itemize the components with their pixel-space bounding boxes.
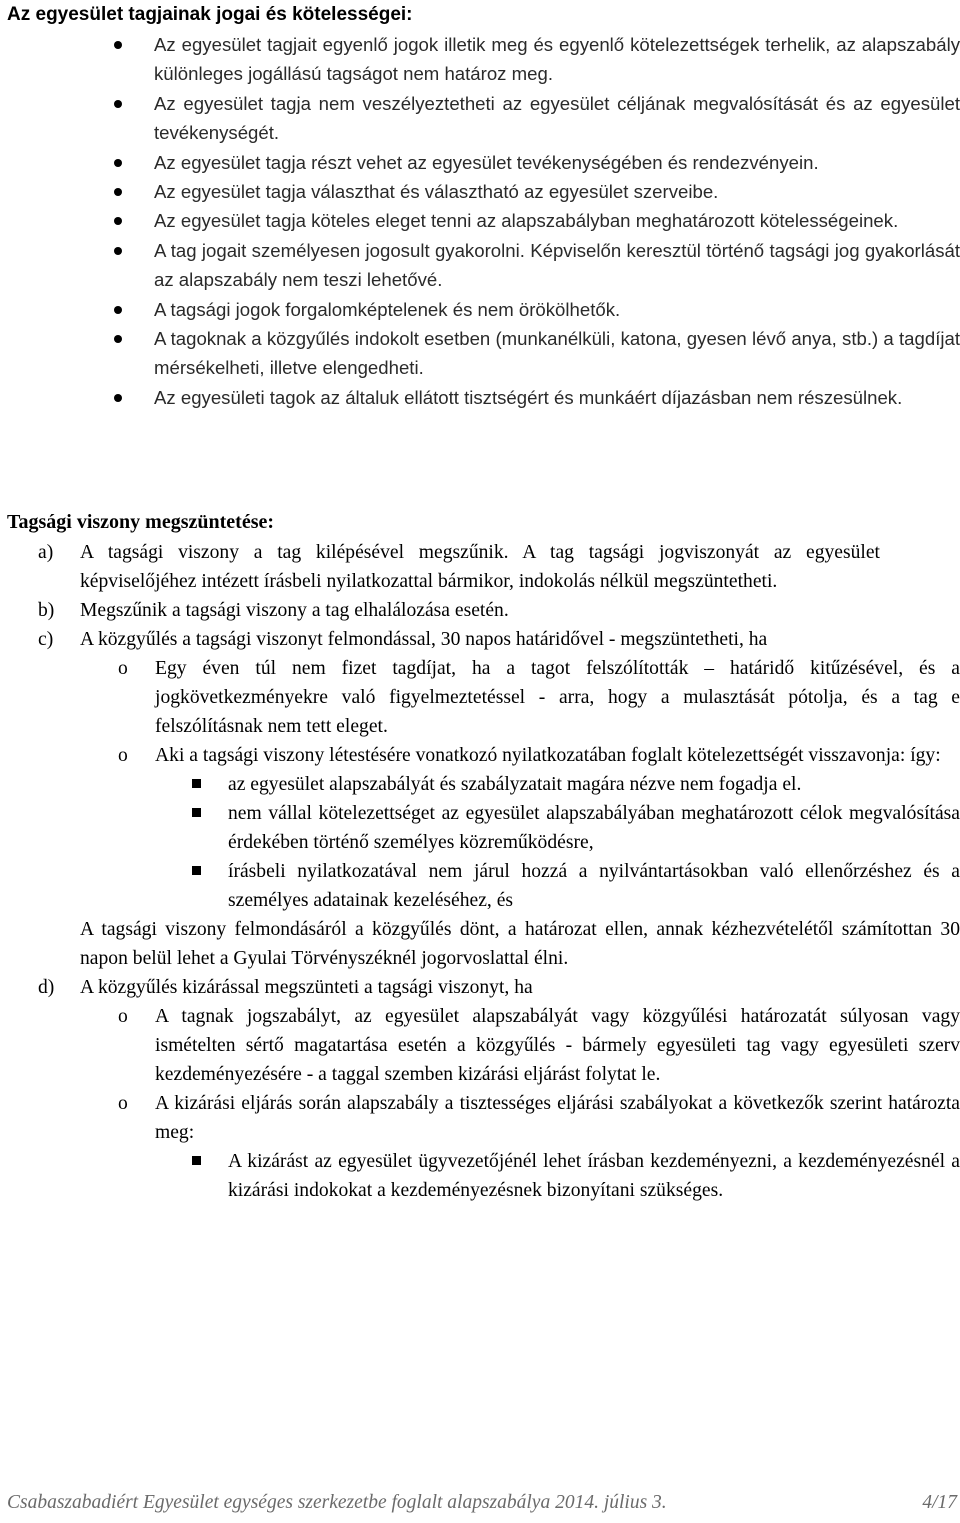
- list-item: A tagoknak a közgyűlés indokolt esetben (munkanélküli, katona, gyesen lévő anya, stb.) a tagdíjat mérsékelheti, illetve elengedheti.: [0, 324, 960, 383]
- clause-label: c): [38, 629, 54, 650]
- section-heading-rights: Az egyesület tagjainak jogai és kötelességei:: [7, 4, 413, 25]
- footer-text: Csabaszabadiért Egyesület egységes szerkezetbe foglalt alapszabálya 2014. július 3.: [7, 1492, 667, 1513]
- list-item: A tag jogait személyesen jogosult gyakorolni. Képviselőn keresztül történő tagsági jog gyakorlását az alapszabály nem teszi lehetővé.: [0, 236, 960, 295]
- circle-marker-icon: o: [118, 1006, 128, 1027]
- bullet-dot-icon: [114, 188, 122, 196]
- sub-text: A tagnak jogszabályt, az egyesület alapszabályát vagy közgyűlési határozatát súlyosan vagy ismételten sértő magatartása esetén a közgyűlés - bármely egyesületi tag vagy egyesületi szerv kezdeményezésére - a taggal szemben kizárási eljárást folytat le.: [155, 1006, 960, 1085]
- clause-c-note: A tagsági viszony felmondásáról a közgyűlés dönt, a határozat ellen, annak kézhezvételétől számítottan 30 napon belül lehet a Gyulai Törvényszéknél jogorvoslattal élni.: [80, 919, 960, 969]
- clause-d: [0, 973, 880, 1002]
- section-heading-termination: Tagsági viszony megszüntetése:: [7, 511, 275, 533]
- list-item: Az egyesület tagjait egyenlő jogok illetik meg és egyenlő kötelezettségek terhelik, az alapszabály különleges jogállású tagságot nem határoz meg.: [0, 30, 960, 89]
- clause-b: [0, 596, 880, 625]
- sub-text: A kizárási eljárás során alapszabály a tisztességes eljárási szabályokat a következők szerint határozta meg:: [155, 1093, 960, 1143]
- sub-text: Egy éven túl nem fizet tagdíjat, ha a tagot felszólították – határidő kitűzésével, és a jogkövetkezményekre való figyelmeztetéssel - arra, hogy a mulasztását pótolja, és a tag e felszólításnak nem tett eleget.: [155, 658, 960, 737]
- clause-d-sub-2: [0, 1089, 960, 1147]
- bullet-dot-icon: [114, 100, 122, 108]
- list-item: Az egyesület tagja részt vehet az egyesület tevékenységében és rendezvényein.: [0, 148, 960, 177]
- clause-label: d): [38, 977, 55, 998]
- bullet-dot-icon: [114, 335, 122, 343]
- circle-marker-icon: o: [118, 1093, 128, 1114]
- clause-d-sub-1: [0, 1002, 960, 1089]
- bullet-dot-icon: [114, 41, 122, 49]
- square-bullet-icon: [192, 779, 201, 788]
- page-footer: [7, 1492, 960, 1514]
- clause-label: a): [38, 542, 54, 563]
- list-item: Az egyesület tagja nem veszélyeztetheti az egyesület céljának megvalósítását és az egyesület tevékenységét.: [0, 89, 960, 148]
- square-bullet-icon: [192, 1156, 201, 1165]
- circle-marker-icon: o: [118, 745, 128, 766]
- circle-marker-icon: o: [118, 658, 128, 679]
- clause-label: b): [38, 600, 55, 621]
- termination-section: [0, 538, 960, 1205]
- bullet-dot-icon: [114, 217, 122, 225]
- clause-text: A közgyűlés kizárással megszünteti a tagsági viszonyt, ha: [80, 977, 533, 998]
- list-item: Az egyesület tagja köteles eleget tenni az alapszabályban meghatározott kötelességeinek.: [0, 206, 960, 235]
- square-list-item: nem vállal kötelezettséget az egyesület alapszabályában meghatározott célok megvalósítása érdekében történő személyes közreműködésre,: [0, 799, 960, 857]
- bullet-dot-icon: [114, 306, 122, 314]
- clause-c: [0, 625, 880, 654]
- square-list-item: az egyesület alapszabályát és szabályzatait magára nézve nem fogadja el.: [0, 770, 960, 799]
- sub-text: Aki a tagsági viszony létestésére vonatkozó nyilatkozatában foglalt kötelezettségét visszavonja: így:: [155, 745, 941, 766]
- square-bullet-icon: [192, 866, 201, 875]
- list-item: A tagsági jogok forgalomképtelenek és nem örökölhetők.: [0, 295, 960, 324]
- clause-text: A tagsági viszony a tag kilépésével megszűnik. A tag tagsági jogviszonyát az egyesület képviselőjéhez intézett írásbeli nyilatkozattal bármikor, indokolás nélkül megszüntetheti.: [80, 542, 880, 592]
- list-item: Az egyesület tagja választhat és választható az egyesület szerveibe.: [0, 177, 960, 206]
- list-item: Az egyesületi tagok az általuk ellátott tisztségért és munkáért díjazásban nem részesülnek.: [0, 383, 960, 412]
- bullet-dot-icon: [114, 394, 122, 402]
- clause-c-sub-1: [0, 654, 960, 741]
- clause-a: [0, 538, 880, 596]
- square-list-item: A kizárást az egyesület ügyvezetőjénél lehet írásban kezdeményezni, a kezdeményezésnél a kizárási indokokat a kezdeményezésnek bizonyítani szükséges.: [0, 1147, 960, 1205]
- clause-c-sub-2: [0, 741, 960, 770]
- rights-list: [0, 30, 960, 412]
- page-number: 4/17: [922, 1492, 957, 1513]
- clause-text: Megszűnik a tagsági viszony a tag elhalálozása esetén.: [80, 600, 509, 621]
- square-bullet-icon: [192, 808, 201, 817]
- bullet-dot-icon: [114, 159, 122, 167]
- clause-text: A közgyűlés a tagsági viszonyt felmondással, 30 napos határidővel - megszüntetheti, ha: [80, 629, 768, 650]
- square-list-item: írásbeli nyilatkozatával nem járul hozzá a nyilvántartásokban való ellenőrzéshez és a személyes adatainak kezeléséhez, és: [0, 857, 960, 915]
- bullet-dot-icon: [114, 247, 122, 255]
